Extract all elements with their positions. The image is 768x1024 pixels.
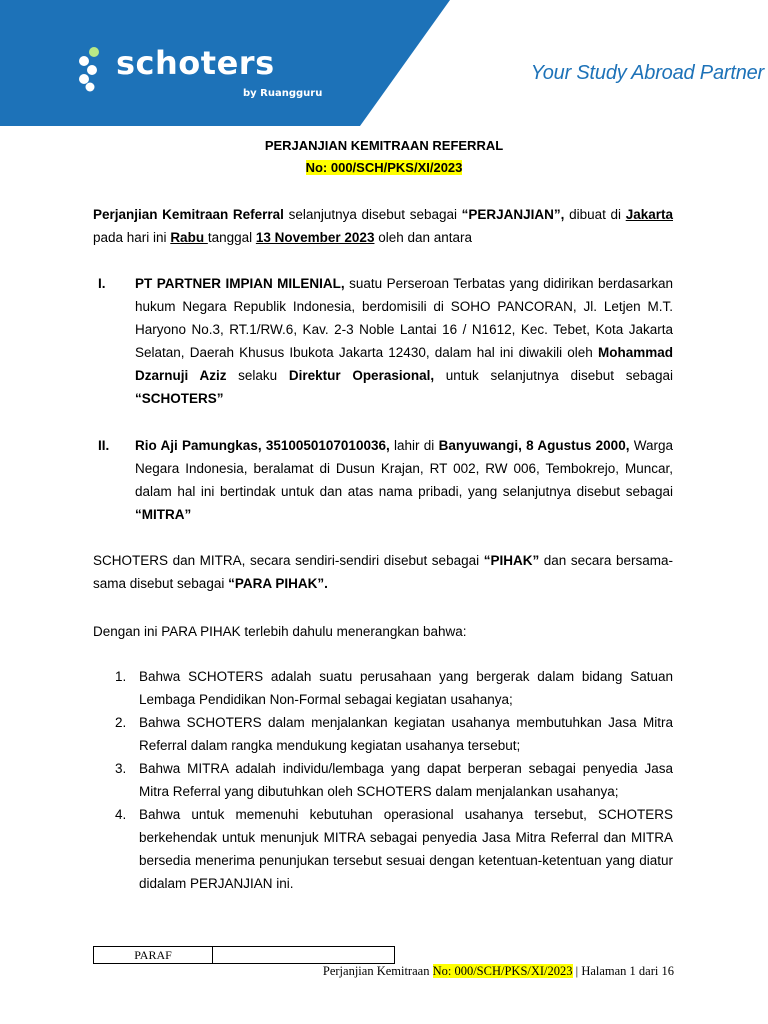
- recitals-list: [93, 665, 673, 895]
- party-number: II.: [98, 438, 110, 453]
- list-item: 3. Bahwa MITRA adalah individu/lembaga yang dapat berperan sebagai penyedia Jasa Mitra Referral yang dibutuhkan oleh SCHOTERS dalam menjalankan usahanya;: [115, 761, 673, 799]
- schoters-logo-icon: [74, 46, 102, 92]
- party-one: [93, 272, 673, 410]
- initials-field: [213, 947, 394, 963]
- joint-definition: SCHOTERS dan MITRA, secara sendiri-sendiri disebut sebagai “PIHAK” dan secara bersama-sama disebut sebagai “PARA PIHAK”.: [93, 553, 673, 591]
- list-item: 4. Bahwa untuk memenuhi kebutuhan operasional usahanya tersebut, SCHOTERS berkehendak untuk menunjuk MITRA sebagai penyedia Jasa Mitra Referral dan MITRA bersedia menerima penunjukan tersebut sesuai dengan ketentuan-ketentuan yang diatur didalam PERJANJIAN ini.: [115, 807, 673, 891]
- tagline: Your Study Abroad Partner: [530, 62, 764, 84]
- initials-box: [93, 946, 395, 964]
- list-item: 1. Bahwa SCHOTERS adalah suatu perusahaan yang bergerak dalam bidang Satuan Lembaga Pendidikan Non-Formal sebagai kegiatan usahanya;: [115, 669, 673, 707]
- brand-subtitle: by Ruangguru: [243, 88, 323, 99]
- party-text: Rio Aji Pamungkas, 3510050107010036, lahir di Banyuwangi, 8 Agustus 2000, Warga Negara Indonesia, beralamat di Dusun Krajan, RT 002, RW 006, Tembokrejo, Muncar, dalam hal ini bertindak untuk dan atas nama pribadi, yang selanjutnya disebut sebagai “MITRA”: [135, 438, 673, 522]
- party-number: I.: [98, 276, 106, 291]
- document-number: No: 000/SCH/PKS/XI/2023: [305, 160, 463, 175]
- initials-label: PARAF: [94, 947, 213, 963]
- party-text: PT PARTNER IMPIAN MILENIAL, suatu Perseroan Terbatas yang didirikan berdasarkan hukum Negara Republik Indonesia, berdomisili di SOHO PANCORAN, Jl. Letjen M.T. Haryono No.3, RT.1/RW.6, Kav. 2-3 Noble Lantai 16 / N1612, Kec. Tebet, Kota Jakarta Selatan, Daerah Khusus Ibukota Jakarta 12430, dalam hal ini diwakili oleh Mohammad Dzarnuji Aziz selaku Direktur Operasional, untuk selanjutnya disebut sebagai “SCHOTERS”: [135, 276, 673, 406]
- intro-paragraph: Perjanjian Kemitraan Referral selanjutnya disebut sebagai “PERJANJIAN”, dibuat di Jakarta pada hari ini Rabu tanggal 13 November 2023 oleh dan antara: [93, 207, 673, 245]
- recitals-lead: Dengan ini PARA PIHAK terlebih dahulu menerangkan bahwa:: [93, 624, 467, 639]
- party-two: [93, 434, 673, 526]
- brand-name: schoters: [116, 44, 275, 82]
- document-title: PERJANJIAN KEMITRAAN REFERRAL: [264, 138, 504, 153]
- list-item: 2. Bahwa SCHOTERS dalam menjalankan kegiatan usahanya membutuhkan Jasa Mitra Referral dalam rangka mendukung kegiatan usahanya tersebut;: [115, 715, 673, 753]
- page-footer: Perjanjian Kemitraan No: 000/SCH/PKS/XI/2023 | Halaman 1 dari 16: [322, 964, 674, 978]
